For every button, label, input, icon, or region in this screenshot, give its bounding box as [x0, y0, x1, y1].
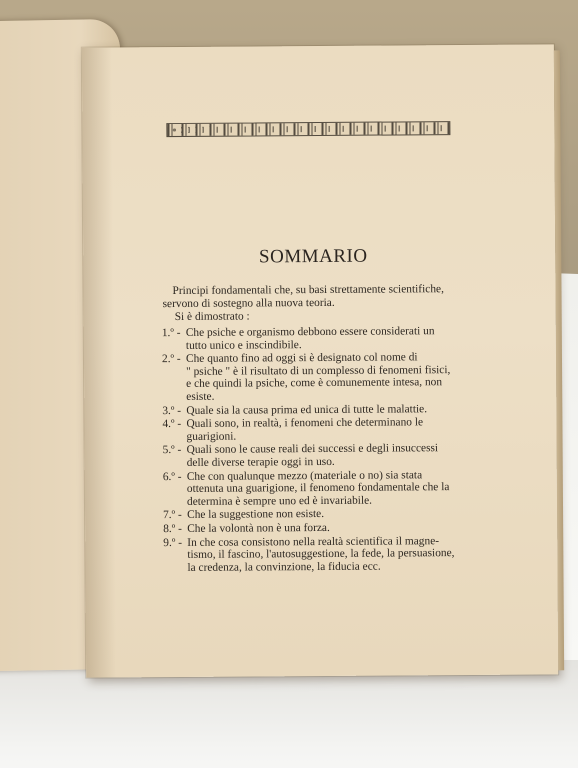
list-item-number: 8.º -: [163, 522, 182, 536]
list-item-line: Quali sono, in realtà, i fenomeni che determinano le: [186, 416, 424, 431]
list-item-line: Che con qualunque mezzo (materiale o no) sia stata: [186, 468, 423, 483]
list-item-line: guarigioni.: [186, 430, 237, 443]
list-item-line: Che la suggestione non esiste.: [187, 508, 325, 522]
list-item-line: tutto unico e inscindibile.: [185, 338, 302, 352]
list-item-line: delle diverse terapie oggi in uso.: [186, 455, 335, 469]
intro-paragraph: [162, 283, 444, 324]
intro-line: Si è dimostrato :: [174, 310, 250, 324]
list-item-number: 5.º -: [162, 444, 182, 457]
list-item: [163, 521, 463, 536]
list-item-line: e che quindi la psiche, come è comunemente intesa, non: [186, 376, 443, 391]
ornamental-band: [166, 121, 450, 137]
list-item: [163, 507, 463, 522]
intro-line: Principi fondamentali che, su basi strettamente scientifiche,: [172, 283, 444, 298]
list-item-number: 4.º -: [162, 418, 182, 431]
list-item-line: Che psiche e organismo debbono essere considerati un: [185, 325, 435, 339]
list-item-line: Quale sia la causa prima ed unica di tutte le malattie.: [186, 402, 428, 417]
list-item: [162, 325, 462, 352]
intro-line: servono di sostegno alla nuova teoria.: [162, 296, 335, 311]
list-item-number: 2.º -: [161, 353, 181, 366]
list-item-line: tismo, il fascino, l'autosuggestione, la fede, la persuasione,: [187, 547, 455, 562]
list-item-line: " psiche " è il risultato di un complesso di fenomeni fisici,: [186, 363, 451, 378]
list-item-line: Che quanto fino ad oggi si è designato col nome di: [185, 351, 418, 366]
list-item: [162, 416, 462, 443]
list-item-line: la credenza, la convinzione, la fiducia ecc.: [187, 560, 381, 574]
list-item-line: esiste.: [186, 390, 215, 403]
list-item-line: Che la volontà non è una forza.: [187, 521, 330, 535]
list-item-number: 1.º -: [161, 326, 181, 340]
list-item-number: 9.º -: [163, 536, 183, 549]
list-item: [162, 403, 462, 418]
list-item: [163, 469, 463, 509]
page-title: SOMMARIO: [258, 245, 368, 268]
list-item-number: 3.º -: [162, 404, 182, 417]
list-item: [163, 535, 463, 575]
book-page: [82, 44, 558, 677]
list-item-line: Quali sono le cause reali dei successi e degli insuccessi: [186, 442, 439, 457]
list-item: [162, 351, 462, 403]
list-item-line: In che cosa consistono nella realtà scientifica il magne-: [187, 534, 440, 549]
list-item-line: determina è sempre uno ed è invariabile.: [186, 494, 373, 508]
list-item: [163, 442, 463, 469]
list-item-number: 6.º -: [162, 470, 182, 483]
list-item-number: 7.º -: [163, 509, 182, 522]
list-item-line: ottenuta una guarigione, il fenomeno fondamentale che la: [186, 481, 450, 496]
summary-list: [162, 325, 464, 575]
